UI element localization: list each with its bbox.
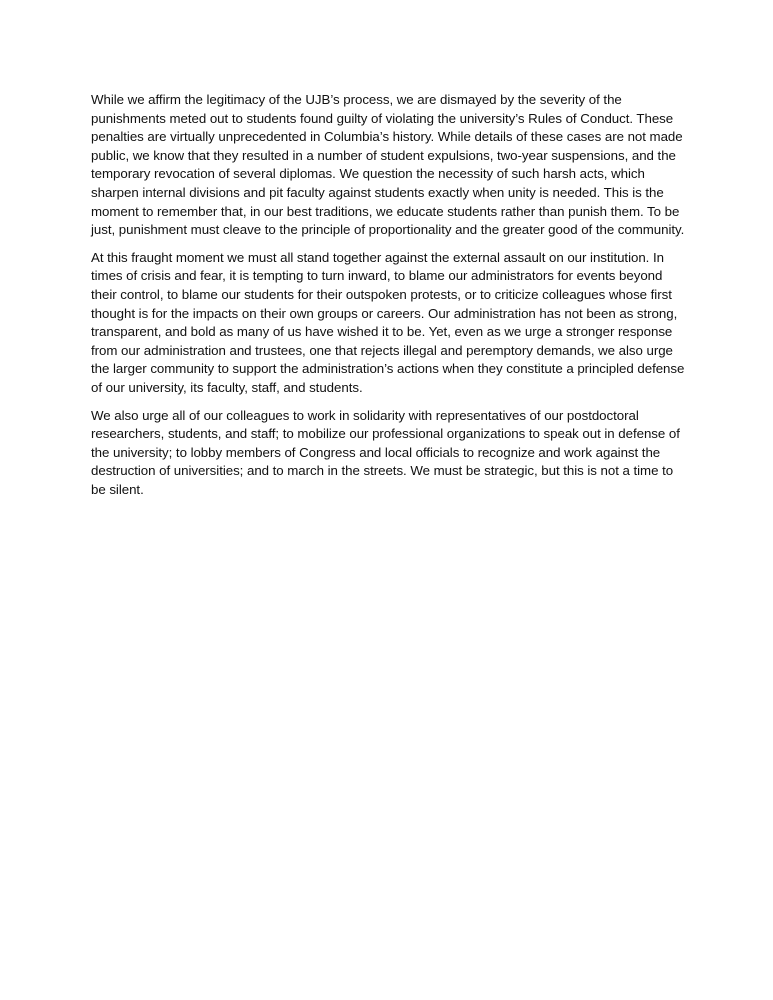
paragraph-solidarity: We also urge all of our colleagues to work in solidarity with representatives of our postdoctoral researchers, students, and staff; to mobilize our professional organizations to speak out in defense of the university; to lobby members of Congress and local officials to recognize and work against the destruction of universities; and to march in the streets. We must be strategic, but this is not a time to be silent. [91,407,680,497]
document-page [91,91,691,508]
paragraph-stand-together: At this fraught moment we must all stand together against the external assault on our institution. In times of crisis and fear, it is tempting to turn inward, to blame our administrators for events beyond their control, to blame our students for their outspoken protests, or to criticize colleagues whose first thought is for the impacts on their own groups or careers. Our administration has not been as strong, transparent, and bold as many of us have wished it to be. Yet, even as we urge a stronger response from our administration and trustees, one that rejects illegal and peremptory demands, we also urge the larger community to support the administration’s actions when they constitute a principled defense of our university, its faculty, staff, and students. [91,249,685,395]
paragraph-ujb-punishments: While we affirm the legitimacy of the UJB’s process, we are dismayed by the severity of the punishments meted out to students found guilty of violating the university’s Rules of Conduct. These penalties are virtually unprecedented in Columbia’s history. While details of these cases are not made public, we know that they resulted in a number of student expulsions, two-year suspensions, and the temporary revocation of several diplomas. We question the necessity of such harsh acts, which sharpen internal divisions and pit faculty against students exactly when unity is needed. This is the moment to remember that, in our best traditions, we educate students rather than punish them. To be just, punishment must cleave to the principle of proportionality and the greater good of the community. [91,92,685,238]
